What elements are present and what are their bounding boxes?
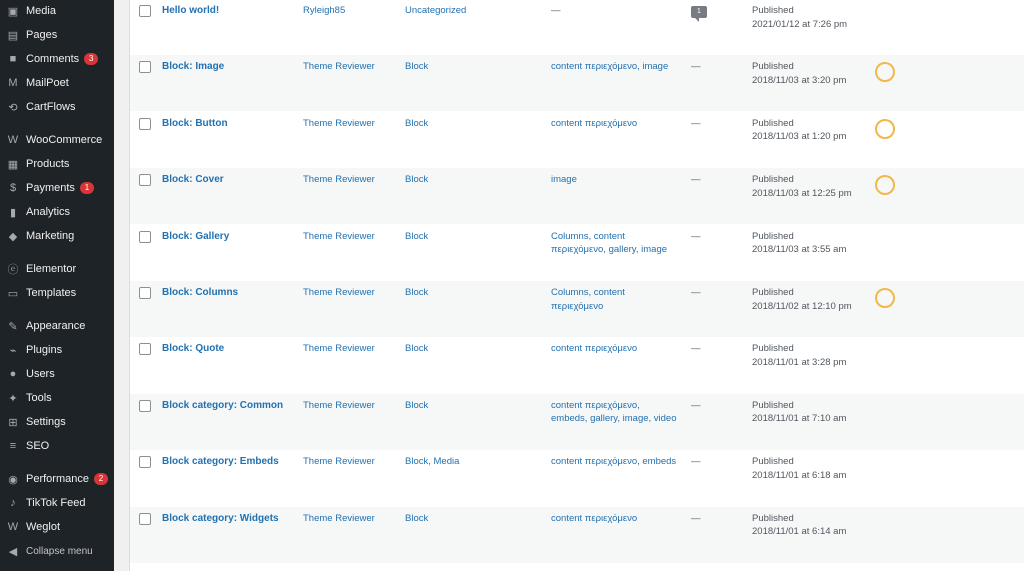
table-row [130,225,1024,281]
post-status: Published [752,399,794,411]
sidebar-item-marketing[interactable] [0,225,114,247]
weglot-icon: W [7,521,19,533]
table-row [130,337,1024,393]
post-date: 2018/11/01 at 3:28 pm [752,356,847,368]
tags-cell[interactable] [551,512,687,526]
tags-cell[interactable] [551,455,687,469]
cartflows-icon: ⟲ [8,101,18,114]
sidebar-item-label [26,206,70,218]
comment-count-bubble[interactable]: 1 [691,6,707,18]
sidebar-item-label [26,5,56,17]
comments-cell: — [691,174,701,186]
sidebar-item-label [26,182,94,194]
comments-cell: — [691,456,701,468]
sidebar-item-text: Settings [26,416,66,428]
post-date: 2018/11/03 at 12:25 pm [752,187,852,199]
sidebar-item-text: Analytics [26,206,71,218]
analytics-icon: ▮ [9,206,17,219]
sidebar-item-templates[interactable] [0,282,114,304]
table-row [130,55,1024,111]
sidebar-item-seo[interactable] [0,435,114,457]
woocommerce-icon: W [7,134,19,146]
post-title-link[interactable]: Block: Gallery [162,230,230,242]
table-row [130,281,1024,337]
table-row [130,112,1024,168]
row-checkbox[interactable] [139,5,151,17]
row-checkbox[interactable] [139,456,151,468]
date-cell [752,173,872,200]
sidebar-item-comments[interactable] [0,48,114,70]
sidebar-item-tiktok-feed[interactable] [0,492,114,514]
sidebar-item-label [26,392,52,404]
sidebar-item-text: Appearance [26,320,86,332]
post-title-link[interactable]: Block: Quote [162,343,225,355]
tags-line[interactable]: Columns, content [551,230,625,242]
row-checkbox[interactable] [139,61,151,73]
post-title-link[interactable]: Block: Columns [162,287,239,298]
post-status: Published [752,456,794,468]
row-checkbox[interactable] [139,287,151,299]
pages-icon: ▤ [7,29,19,42]
mailpoet-icon: M [8,77,18,89]
post-status: Published [752,343,794,355]
tags-cell[interactable] [551,60,687,74]
sidebar-item-appearance[interactable] [0,315,114,337]
sidebar-item-label [26,440,49,452]
author-link[interactable]: Theme Reviewer [303,456,375,468]
table-row [130,0,1024,55]
performance-icon: ◉ [8,473,18,486]
post-status: Published [752,174,794,186]
sidebar-item-text: Comments [26,52,80,65]
comments-cell: — [691,512,701,524]
sidebar-item-text: Users [26,368,55,380]
categories-link[interactable]: Block [405,230,429,242]
categories-link[interactable]: Block [405,512,429,524]
post-status: Published [752,230,794,242]
post-date: 2018/11/01 at 7:10 am [752,413,847,425]
tags-line[interactable]: περιεχόμενο, gallery, image [551,244,668,256]
sidebar-item-payments[interactable] [0,177,114,199]
sidebar-item-label [26,416,66,428]
seo-score-icon [875,288,895,308]
sidebar-item-performance[interactable] [0,468,114,490]
comments-cell: — [691,117,701,129]
date-cell [752,60,872,87]
payments-icon: $ [9,182,17,194]
sidebar-item-text: Performance [26,472,89,485]
media-icon: ▣ [7,5,19,18]
seo-icon: ≡ [9,440,17,452]
post-status: Published [752,5,794,16]
sidebar-item-text: Elementor [26,263,77,275]
tags-line[interactable]: Columns, content [551,287,625,298]
tags-cell[interactable] [551,117,687,131]
sidebar-item-text: Products [26,158,70,170]
sidebar-item-text: WooCommerce [26,134,103,146]
categories-link[interactable]: Uncategorized [405,5,467,16]
date-cell [752,286,872,313]
sidebar-item-woocommerce[interactable] [0,129,114,151]
sidebar-item-label [26,287,76,299]
sidebar-item-text: Collapse menu [26,545,93,557]
post-title-link[interactable]: Block category: Widgets [162,512,279,524]
sidebar-item-collapse-menu[interactable] [0,540,114,562]
row-checkbox[interactable] [139,174,151,186]
post-date: 2018/11/03 at 3:20 pm [752,74,847,86]
seo-score-icon [875,119,895,139]
post-status: Published [752,512,794,524]
tags-line[interactable]: content περιεχόμενο [551,512,638,524]
author-link[interactable]: Theme Reviewer [303,117,375,129]
sidebar-item-text: Weglot [26,521,61,533]
sidebar-item-text: SEO [26,440,50,452]
author-link[interactable]: Theme Reviewer [303,343,375,355]
sidebar-item-text: CartFlows [26,101,76,113]
sidebar-item-text: Pages [26,29,58,41]
tags-line[interactable]: — [551,5,561,16]
marketing-icon: ◆ [8,230,18,243]
sidebar-item-users[interactable] [0,363,114,385]
comments-icon: ■ [9,53,17,65]
tags-cell[interactable] [551,230,687,257]
post-title-link[interactable]: Block: Cover [162,174,224,186]
sidebar-item-label [26,134,102,146]
tools-icon: ✦ [8,392,18,405]
sidebar-item-label [26,344,62,356]
count-badge: 3 [84,53,98,65]
post-status: Published [752,287,794,298]
post-title-link[interactable]: Block category: Common [162,399,284,411]
sidebar-item-text: Plugins [26,344,63,356]
comments-cell: — [691,230,701,242]
sidebar-item-label [26,546,93,557]
tags-cell[interactable] [551,173,687,187]
sidebar-item-label [26,320,85,332]
sidebar-item-media[interactable] [0,0,114,22]
categories-link[interactable]: Block [405,117,429,129]
tags-cell[interactable] [551,4,687,18]
tags-cell[interactable] [551,286,687,313]
date-cell [752,4,872,31]
date-cell [752,117,872,144]
sidebar-item-label [26,158,69,170]
post-date: 2018/11/02 at 12:10 pm [752,300,852,312]
table-row [130,507,1024,563]
post-date: 2021/01/12 at 7:26 pm [752,18,848,30]
post-date: 2018/11/01 at 6:14 am [752,526,847,538]
sidebar-item-label [26,230,74,242]
post-title-link[interactable]: Hello world! [162,5,220,16]
sidebar-item-label [26,29,57,41]
seo-score-icon [875,62,895,82]
sidebar-item-label [26,53,98,65]
seo-score-icon [875,175,895,195]
sidebar-item-label [26,521,60,533]
sidebar-item-text: Payments [26,181,75,194]
author-link[interactable]: Theme Reviewer [303,512,375,524]
tags-cell[interactable] [551,342,687,356]
post-status: Published [752,117,794,129]
table-row [130,394,1024,450]
posts-table [129,0,1024,571]
row-checkbox[interactable] [139,513,151,525]
date-cell [752,512,872,539]
sidebar-item-plugins[interactable] [0,339,114,361]
tags-line[interactable]: image [551,174,577,186]
date-cell [752,342,872,369]
count-badge: 2 [94,473,108,485]
author-link[interactable]: Theme Reviewer [303,399,375,411]
row-checkbox[interactable] [139,400,151,412]
table-row [130,450,1024,506]
tags-line[interactable]: content περιεχόμενο, image [551,61,669,73]
categories-link[interactable]: Block [405,343,429,355]
sidebar-item-weglot[interactable] [0,516,114,538]
post-date: 2018/11/01 at 6:18 am [752,469,847,481]
row-checkbox[interactable] [139,343,151,355]
sidebar-item-mailpoet[interactable] [0,72,114,94]
count-badge: 1 [80,182,94,194]
tags-line[interactable]: περιεχόμενο [551,300,604,312]
author-link[interactable]: Theme Reviewer [303,174,375,186]
comments-cell: — [691,343,701,355]
post-title-link[interactable]: Block category: Embeds [162,456,279,468]
post-date: 2018/11/03 at 1:20 pm [752,131,847,143]
author-link[interactable]: Theme Reviewer [303,230,375,242]
categories-link[interactable]: Block [405,399,429,411]
appearance-icon: ✎ [8,320,18,333]
tags-line[interactable]: content περιεχόμενο, [551,399,640,411]
tags-line[interactable]: content περιεχόμενο [551,343,638,355]
post-title-link[interactable]: Block: Image [162,61,225,73]
tags-line[interactable]: content περιεχόμενο [551,117,638,129]
categories-link[interactable]: Block [405,287,429,298]
sidebar-item-text: MailPoet [26,77,69,89]
sidebar-item-label [26,77,69,89]
date-cell [752,399,872,426]
sidebar-item-text: Templates [26,287,77,299]
admin-sidebar [0,0,114,571]
sidebar-item-label [26,473,108,485]
sidebar-item-text: Tools [26,392,52,404]
sidebar-item-text: Marketing [26,230,75,242]
row-checkbox[interactable] [139,231,151,243]
templates-icon: ▭ [7,287,19,300]
row-checkbox[interactable] [139,118,151,130]
tags-cell[interactable] [551,399,687,426]
sidebar-item-cartflows[interactable] [0,96,114,118]
sidebar-item-text: Media [26,5,56,17]
author-link[interactable]: Theme Reviewer [303,61,375,73]
collapse-icon: ◀ [8,545,18,558]
sidebar-item-label [26,368,55,380]
post-status: Published [752,61,794,73]
categories-link[interactable]: Block [405,61,429,73]
categories-link[interactable]: Block [405,174,429,186]
author-link[interactable]: Ryleigh85 [303,5,346,16]
users-icon: ● [9,368,17,380]
post-date: 2018/11/03 at 3:55 am [752,244,847,256]
sidebar-item-label [26,497,86,509]
plugins-icon: ⌁ [9,344,17,357]
sidebar-item-label [26,101,76,113]
comments-cell: — [691,61,701,73]
author-link[interactable]: Theme Reviewer [303,287,375,298]
products-icon: ▦ [7,158,19,171]
sidebar-item-analytics[interactable] [0,201,114,223]
sidebar-item-label [26,263,76,275]
categories-link[interactable]: Block, Media [405,456,460,468]
post-title-link[interactable]: Block: Button [162,117,228,129]
sidebar-item-elementor[interactable] [0,258,114,280]
tags-line[interactable]: content περιεχόμενο, embeds [551,456,677,468]
table-row [130,168,1024,224]
table-row-partial [130,563,1024,571]
tags-line[interactable]: embeds, gallery, image, video [551,413,677,425]
comments-cell: — [691,399,701,411]
sidebar-item-pages[interactable] [0,24,114,46]
date-cell [752,455,872,482]
date-cell [752,230,872,257]
sidebar-item-products[interactable] [0,153,114,175]
settings-icon: ⊞ [8,416,18,429]
tiktok-icon: ♪ [10,497,16,509]
sidebar-item-tools[interactable] [0,387,114,409]
comments-cell: — [691,287,701,298]
elementor-icon: ⓔ [7,264,19,276]
sidebar-item-text: TikTok Feed [26,497,86,509]
sidebar-item-settings[interactable] [0,411,114,433]
